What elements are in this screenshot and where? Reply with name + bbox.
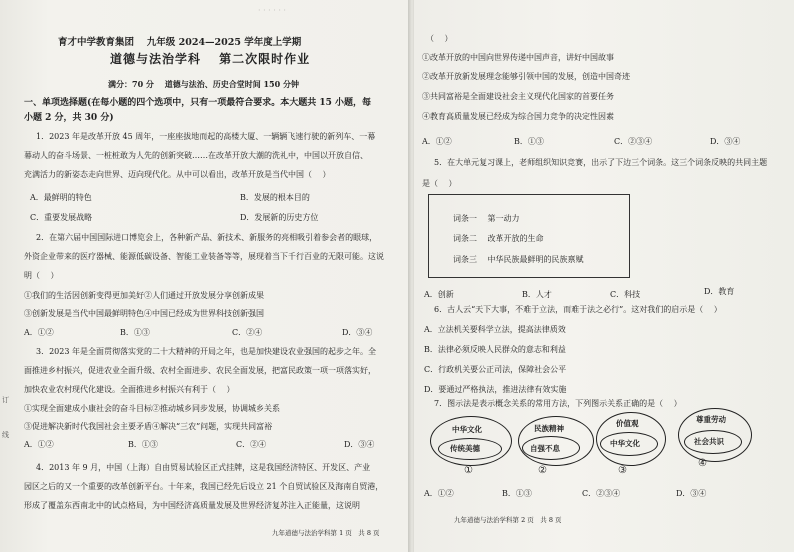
q5-option-a: A．创新	[424, 290, 454, 299]
q5-term: 词条二 改革开放的生命	[453, 234, 544, 243]
diagram-number: ①	[464, 465, 473, 476]
q3-option-d: D．③④	[344, 440, 375, 449]
binding-mark: 订	[2, 396, 9, 404]
page-footer-right: 九年道德与法治学科第 2 页 共 8 页	[454, 516, 562, 524]
q7-option-a: A．①②	[424, 489, 454, 498]
venn-inner-label: 自强不息	[530, 444, 560, 453]
q4-option-d: D．③④	[710, 137, 741, 146]
q7-option-d: D．③④	[676, 489, 707, 498]
q1-stem-line: 幕动人的奋斗场景、一桩桩敢为人先的创新突破……在改革开放大潮的洗礼中，中国以开放自信、	[24, 151, 368, 160]
binding-mark: 线	[2, 431, 9, 439]
q6-option-b: B．法律必须反映人民群众的意志和利益	[424, 345, 566, 354]
diagram-number: ④	[698, 458, 707, 469]
venn-outer-label: 尊重劳动	[696, 415, 726, 424]
q6-option-a: A．立法机关要科学立法，提高法律质效	[424, 325, 566, 334]
right-page	[414, 0, 794, 552]
venn-inner-label: 中华文化	[610, 439, 640, 448]
q3-stem-line: 加快农业农村现代化建设。全面推进乡村振兴有利于（ ）	[24, 385, 235, 394]
q7-option-c: C．②③④	[582, 489, 621, 498]
q5-term-box	[428, 194, 630, 278]
q5-option-c: C．科技	[610, 290, 641, 299]
q3-item-line: ①实现全面建成小康社会的奋斗目标②推动城乡同步发展，协调城乡关系	[24, 404, 280, 413]
page-footer-left: 九年道德与法治学科第 1 页 共 8 页	[272, 529, 380, 537]
q4-item-line: ①改革开放的中国向世界传递中国声音，讲好中国故事	[422, 53, 614, 62]
q5-option-d: D．教育	[704, 287, 735, 296]
q3-item-line: ③促进解决新时代我国社会主要矛盾④解决“三农”问题，实现共同富裕	[24, 422, 273, 431]
q4-option-c: C．②③④	[614, 137, 653, 146]
q2-stem-line: 外资企业带来的医疗器械、能源低碳设备、智能工业装备等等，展现着当下千行百业的无限可能。这说	[24, 252, 384, 261]
q2-item-line: ①我们的生活因创新变得更加美好②人们通过开放发展分享创新成果	[24, 291, 264, 300]
q6-option-d: D．要通过严格执法，推进法律有效实施	[424, 385, 567, 394]
q2-item-line: ③创新发展是当代中国最鲜明特色④中国已经成为世界科技创新强国	[24, 309, 264, 318]
q1-stem-line: 1．2023 年是改革开放 45 周年，一座座拔地而起的高楼大厦、一辆辆飞速行驶的新列车、一幕	[36, 132, 376, 141]
q6-stem: 6．古人云“天下大事，不难于立法，而难于法之必行”。这对我们的启示是（ ）	[434, 305, 722, 314]
venn-inner-label: 传统美德	[450, 444, 480, 453]
q2-option-b: B．①③	[120, 328, 150, 337]
section-heading-2: 小题 2 分，共 30 分)	[24, 113, 114, 123]
q1-option-b: B．发展的根本目的	[240, 193, 310, 202]
q2-stem-line: 2．在第六届中国国际进口博览会上，各种新产品、新技术、新服务的亮相吸引着参会者的眼球，	[36, 233, 378, 242]
q4-stem-line: 4．2013 年 9 月，中国（上海）自由贸易试验区正式挂牌，这是我国经济特区、开发区、产业	[36, 463, 371, 472]
q7-stem: 7．图示法是表示概念关系的常用方法，下列图示关系正确的是（ ）	[434, 399, 682, 408]
q4-item-line: ③共同富裕是全面建设社会主义现代化国家的首要任务	[422, 92, 614, 101]
q6-option-c: C．行政机关要公正司法，保障社会公平	[424, 365, 567, 374]
q3-stem-line: 3．2023 年是全面贯彻落实党的二十大精神的开局之年，也是加快建设农业强国的起步之年。全	[36, 347, 376, 356]
q5-term: 词条一 第一动力	[453, 214, 520, 223]
q4-item-line: ④教育高质量发展已经成为综合国力竞争的决定性因素	[422, 112, 614, 121]
q7-option-b: B．①③	[502, 489, 532, 498]
score-info: 满分：70 分 道德与法治、历史合堂时间 150 分钟	[108, 79, 299, 89]
q4-item-line: ②改革开放新发展理念能够引领中国的发展，创造中国奇迹	[422, 72, 630, 81]
q3-option-a: A．①②	[24, 440, 54, 449]
q5-option-b: B．人才	[522, 290, 552, 299]
q1-stem-line: 充满活力的新姿态走向世界、迈向现代化。从中可以看出，改革开放是当代中国（ ）	[24, 170, 331, 179]
school-title: 育才中学教育集团 九年级 2024—2025 学年度上学期	[58, 37, 302, 48]
venn-inner-label: 社会共识	[694, 437, 724, 446]
q2-option-a: A．①②	[24, 328, 54, 337]
q4-stem-line: 园区之后的又一个重要的改革创新平台。十年来，我国已经先后设立 21 个自贸试验区及海南自贸港，	[24, 482, 384, 491]
q5-term: 词条三 中华民族最鲜明的民族禀赋	[453, 255, 584, 264]
section-heading: 一、单项选择题(在每小题的四个选项中，只有一项最符合要求。本大题共 15 小题，每	[24, 98, 372, 108]
venn-outer-label: 中华文化	[452, 425, 482, 434]
q4-answer-blank: （ ）	[426, 34, 453, 43]
q3-option-b: B．①③	[128, 440, 158, 449]
subject-title: 道德与法治学科 第二次限时作业	[110, 52, 311, 66]
q3-option-c: C．②④	[236, 440, 267, 449]
q4-option-b: B．①③	[514, 137, 544, 146]
q1-option-c: C．重要发展战略	[30, 213, 93, 222]
diagram-number: ②	[538, 465, 547, 476]
q1-option-a: A．最鲜明的特色	[30, 193, 92, 202]
q2-option-d: D．③④	[342, 328, 373, 337]
q4-stem-line: 形成了覆盖东西南北中的试点格局，为中国经济高质量发展及世界经济复苏注入正能量，这说明	[24, 501, 360, 510]
bleed-text: · · · · · ·	[258, 6, 286, 15]
q5-stem-line: 是（ ）	[422, 179, 457, 188]
q5-stem-line: 5．在大单元复习课上，老师组织知识竞赛，出示了下边三个词条。这三个词条反映的共同主题	[434, 158, 768, 167]
q1-option-d: D．发展新的历史方位	[240, 213, 319, 222]
q2-stem-line: 明（ ）	[24, 271, 59, 280]
diagram-number: ③	[618, 465, 627, 476]
q2-option-c: C．②④	[232, 328, 263, 337]
venn-outer-label: 民族精神	[534, 424, 564, 433]
venn-outer-label: 价值观	[616, 419, 639, 428]
q4-option-a: A．①②	[422, 137, 452, 146]
q3-stem-line: 面推进乡村振兴，促进农业全面升级、农村全面进步、农民全面发展，把富民政策一项一项落实好，	[24, 366, 376, 375]
